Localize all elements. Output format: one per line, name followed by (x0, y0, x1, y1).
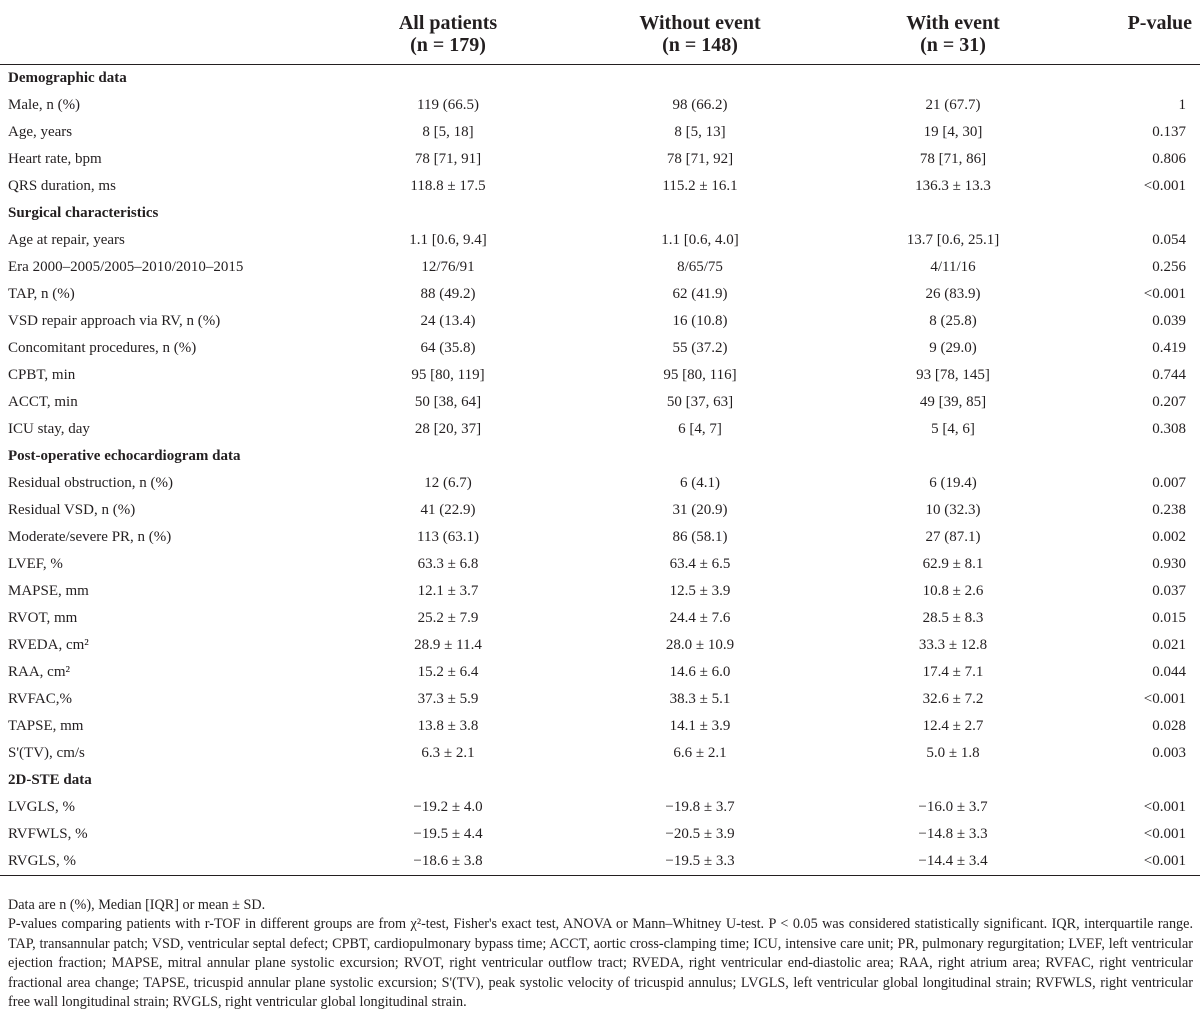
section-empty-cell (1080, 200, 1200, 227)
header-with-event-title: With event (906, 12, 1000, 34)
with-event-cell: 21 (67.7) (925, 96, 981, 113)
row-label: MAPSE, mm (8, 582, 89, 599)
row-label: Heart rate, bpm (8, 150, 102, 167)
without-event-cell: 6 (4.1) (680, 474, 720, 491)
with-event-cell: 17.4 ± 7.1 (922, 663, 984, 680)
row-label: Male, n (%) (8, 96, 81, 113)
all-patients-cell: 15.2 ± 6.4 (417, 663, 479, 680)
p-value-cell: 0.806 (1152, 150, 1186, 167)
all-patients-cell: 28.9 ± 11.4 (414, 636, 482, 653)
row-label: S'(TV), cm/s (8, 744, 85, 761)
header-p-value: P-value (1080, 0, 1200, 64)
without-event-cell: 50 [37, 63] (666, 393, 734, 410)
without-event-cell: 14.1 ± 3.9 (669, 717, 731, 734)
table-row (0, 92, 1200, 119)
row-label: RVFWLS, % (8, 825, 88, 842)
without-event-cell: 78 [71, 92] (666, 150, 734, 167)
p-value-cell: 0.044 (1152, 663, 1186, 680)
without-event-cell: 8/65/75 (677, 258, 723, 275)
table-row (0, 848, 1200, 876)
all-patients-cell: 95 [80, 119] (411, 366, 485, 383)
table-body (0, 64, 1200, 875)
table-row (0, 362, 1200, 389)
row-label: Residual VSD, n (%) (8, 501, 136, 518)
with-event-cell: 10.8 ± 2.6 (922, 582, 984, 599)
all-patients-cell: 24 (13.4) (420, 312, 476, 329)
without-event-cell: −19.5 ± 3.3 (574, 848, 826, 876)
without-event-cell: 63.4 ± 6.5 (669, 555, 731, 572)
p-value-cell: <0.001 (1080, 848, 1200, 876)
p-value-cell: 0.930 (1152, 555, 1186, 572)
header-all-patients-title: All patients (398, 12, 498, 34)
all-patients-cell: 63.3 ± 6.8 (417, 555, 479, 572)
p-value-cell: 0.007 (1152, 474, 1186, 491)
without-event-cell: 8 [5, 13] (674, 123, 726, 140)
all-patients-cell: −19.5 ± 4.4 (413, 825, 483, 842)
all-patients-cell: 25.2 ± 7.9 (417, 609, 479, 626)
without-event-cell: −20.5 ± 3.9 (665, 825, 735, 842)
table-row (0, 254, 1200, 281)
p-value-cell: 0.308 (1152, 420, 1186, 437)
p-value-cell: 0.419 (1152, 339, 1186, 356)
all-patients-cell: 37.3 ± 5.9 (417, 690, 479, 707)
table-row (0, 794, 1200, 821)
row-label: QRS duration, ms (8, 177, 116, 194)
row-label: RAA, cm² (8, 663, 70, 680)
with-event-cell: 8 (25.8) (929, 312, 977, 329)
row-label: RVEDA, cm² (8, 636, 89, 653)
section-empty-cell (574, 443, 826, 470)
header-all-patients-n: (n = 179) (410, 34, 486, 56)
section-header-row (0, 443, 1200, 470)
row-label: Era 2000–2005/2005–2010/2010–2015 (8, 258, 244, 275)
header-without-event-n: (n = 148) (662, 34, 738, 56)
without-event-cell: 12.5 ± 3.9 (669, 582, 731, 599)
all-patients-cell: 8 [5, 18] (422, 123, 474, 140)
section-empty-cell (1080, 767, 1200, 794)
without-event-cell: 38.3 ± 5.1 (669, 690, 731, 707)
section-title: 2D-STE data (8, 771, 92, 788)
row-label: TAPSE, mm (8, 717, 84, 734)
p-value-cell: <0.001 (1143, 177, 1186, 194)
all-patients-cell: −18.6 ± 3.8 (322, 848, 574, 876)
section-empty-cell (322, 443, 574, 470)
section-empty-cell (1080, 443, 1200, 470)
all-patients-cell: 41 (22.9) (420, 501, 476, 518)
p-value-cell: 0.028 (1152, 717, 1186, 734)
section-empty-cell (322, 200, 574, 227)
table-row (0, 308, 1200, 335)
without-event-cell: 86 (58.1) (672, 528, 728, 545)
all-patients-cell: −19.2 ± 4.0 (413, 798, 483, 815)
row-label: Concomitant procedures, n (%) (8, 339, 197, 356)
table-row (0, 713, 1200, 740)
with-event-cell: 19 [4, 30] (923, 123, 983, 140)
p-value-cell: 0.744 (1152, 366, 1186, 383)
without-event-cell: 6 [4, 7] (678, 420, 722, 437)
all-patients-cell: 12/76/91 (421, 258, 475, 275)
table-row (0, 686, 1200, 713)
with-event-cell: 9 (29.0) (929, 339, 977, 356)
section-empty-cell (322, 64, 574, 92)
section-header-row (0, 767, 1200, 794)
p-value-cell: 0.037 (1152, 582, 1186, 599)
table-row (0, 119, 1200, 146)
without-event-cell: 1.1 [0.6, 4.0] (661, 231, 739, 248)
without-event-cell: 14.6 ± 6.0 (669, 663, 731, 680)
section-title: Demographic data (8, 69, 127, 86)
header-without-event-title: Without event (639, 12, 761, 34)
all-patients-cell: 88 (49.2) (420, 285, 476, 302)
header-label-column (0, 0, 322, 64)
table-row (0, 632, 1200, 659)
with-event-cell: 12.4 ± 2.7 (922, 717, 984, 734)
section-empty-cell (826, 200, 1080, 227)
without-event-cell: 31 (20.9) (672, 501, 728, 518)
all-patients-cell: 119 (66.5) (417, 96, 479, 113)
section-empty-cell (574, 200, 826, 227)
table-row (0, 416, 1200, 443)
all-patients-cell: 13.8 ± 3.8 (417, 717, 479, 734)
row-label: Moderate/severe PR, n (%) (8, 528, 172, 545)
table-row (0, 389, 1200, 416)
p-value-cell: 0.238 (1152, 501, 1186, 518)
table-row (0, 173, 1200, 200)
table-row (0, 524, 1200, 551)
without-event-cell: 16 (10.8) (672, 312, 728, 329)
with-event-cell: 5 [4, 6] (931, 420, 975, 437)
section-empty-cell (826, 64, 1080, 92)
p-value-cell: <0.001 (1143, 690, 1186, 707)
with-event-cell: 136.3 ± 13.3 (915, 177, 991, 194)
row-label: Age at repair, years (8, 231, 125, 248)
all-patients-cell: 1.1 [0.6, 9.4] (409, 231, 487, 248)
all-patients-cell: 118.8 ± 17.5 (410, 177, 486, 194)
section-empty-cell (322, 767, 574, 794)
table-row (0, 578, 1200, 605)
with-event-cell: 5.0 ± 1.8 (926, 744, 980, 761)
section-empty-cell (1080, 64, 1200, 92)
without-event-cell: 24.4 ± 7.6 (669, 609, 731, 626)
with-event-cell: 32.6 ± 7.2 (922, 690, 984, 707)
table-row (0, 497, 1200, 524)
without-event-cell: 95 [80, 116] (663, 366, 737, 383)
row-label: ICU stay, day (8, 420, 90, 437)
header-without-event (574, 0, 826, 64)
table-footnotes (8, 896, 1193, 1012)
section-empty-cell (826, 443, 1080, 470)
with-event-cell: 13.7 [0.6, 25.1] (906, 231, 1000, 248)
with-event-cell: 49 [39, 85] (919, 393, 987, 410)
all-patients-cell: 78 [71, 91] (414, 150, 482, 167)
footnote-abbreviations: P-values comparing patients with r-TOF in different groups are from χ²-test, Fisher's exact test, ANOVA or Mann–Whitney U-test. P < 0.05 was considered statistically significant. IQR, interquartile range. TAP, transannular patch; VSD, ventricular septal defect; CPBT, cardiopulmonary bypass time; ACCT, aortic cross-clamping time; ICU, intensive care unit; PR, pulmonary regurgitation; LVEF, left ventricular ejection fraction; MAPSE, mitral annular plane systolic excursion; RVOT, right ventricular outflow tract; RVEDA, right ventricular end-diastolic area; RAA, right atrium area; RVFAC, right ventricular fractional area change; TAPSE, tricuspid annular plane systolic excursion; S'(TV), peak systolic velocity of tricuspid annulus; LVGLS, left ventricular global longitudinal strain; RVFWLS, right ventricular free wall longitudinal strain; RVGLS, right ventricular global longitudinal strain. (8, 916, 1193, 1011)
table-row (0, 551, 1200, 578)
table-row (0, 227, 1200, 254)
p-value-cell: 0.039 (1152, 312, 1186, 329)
row-label: ACCT, min (8, 393, 78, 410)
all-patients-cell: 28 [20, 37] (414, 420, 482, 437)
p-value-cell: <0.001 (1143, 825, 1186, 842)
table-row (0, 659, 1200, 686)
p-value-cell: 0.137 (1152, 123, 1186, 140)
section-empty-cell (574, 64, 826, 92)
all-patients-cell: 113 (63.1) (417, 528, 479, 545)
all-patients-cell: 64 (35.8) (420, 339, 476, 356)
p-value-cell: 0.256 (1152, 258, 1186, 275)
without-event-cell: 62 (41.9) (672, 285, 728, 302)
all-patients-cell: 50 [38, 64] (414, 393, 482, 410)
with-event-cell: 33.3 ± 12.8 (918, 636, 988, 653)
header-with-event (826, 0, 1080, 64)
section-empty-cell (574, 767, 826, 794)
p-value-cell: <0.001 (1143, 285, 1186, 302)
with-event-cell: −14.4 ± 3.4 (826, 848, 1080, 876)
with-event-cell: −14.8 ± 3.3 (918, 825, 988, 842)
without-event-cell: 98 (66.2) (672, 96, 728, 113)
row-label: CPBT, min (8, 366, 76, 383)
row-label: RVOT, mm (8, 609, 78, 626)
footnote-data-format: Data are n (%), Median [IQR] or mean ± SD. (8, 897, 266, 913)
row-label: TAP, n (%) (8, 285, 75, 302)
all-patients-cell: 6.3 ± 2.1 (421, 744, 475, 761)
p-value-cell: 0.054 (1152, 231, 1186, 248)
p-value-cell: <0.001 (1143, 798, 1186, 815)
p-value-cell: 1 (1178, 96, 1186, 113)
without-event-cell: −19.8 ± 3.7 (665, 798, 735, 815)
section-title: Surgical characteristics (8, 204, 159, 221)
with-event-cell: 4/11/16 (930, 258, 976, 275)
row-label: LVGLS, % (8, 798, 75, 815)
without-event-cell: 55 (37.2) (672, 339, 728, 356)
with-event-cell: 6 (19.4) (929, 474, 977, 491)
section-empty-cell (826, 767, 1080, 794)
row-label: RVFAC,% (8, 690, 72, 707)
p-value-cell: 0.003 (1152, 744, 1186, 761)
row-label: Residual obstruction, n (%) (8, 474, 173, 491)
header-all-patients (322, 0, 574, 64)
with-event-cell: 93 [78, 145] (916, 366, 990, 383)
p-value-cell: 0.021 (1152, 636, 1186, 653)
row-label: VSD repair approach via RV, n (%) (8, 312, 221, 329)
table-row (0, 281, 1200, 308)
p-value-cell: 0.207 (1152, 393, 1186, 410)
all-patients-cell: 12 (6.7) (424, 474, 472, 491)
table-row (0, 605, 1200, 632)
without-event-cell: 6.6 ± 2.1 (673, 744, 727, 761)
table-row (0, 335, 1200, 362)
table-row (0, 470, 1200, 497)
with-event-cell: 27 (87.1) (925, 528, 981, 545)
row-label: RVGLS, % (0, 848, 322, 876)
with-event-cell: 62.9 ± 8.1 (922, 555, 984, 572)
with-event-cell: 26 (83.9) (925, 285, 981, 302)
header-with-event-n: (n = 31) (920, 34, 986, 56)
with-event-cell: −16.0 ± 3.7 (918, 798, 988, 815)
row-label: Age, years (8, 123, 73, 140)
p-value-cell: 0.002 (1152, 528, 1186, 545)
with-event-cell: 78 [71, 86] (919, 150, 987, 167)
with-event-cell: 10 (32.3) (925, 501, 981, 518)
table-row (0, 146, 1200, 173)
table-row (0, 821, 1200, 848)
with-event-cell: 28.5 ± 8.3 (922, 609, 984, 626)
without-event-cell: 115.2 ± 16.1 (662, 177, 738, 194)
all-patients-cell: 12.1 ± 3.7 (417, 582, 479, 599)
section-title: Post-operative echocardiogram data (8, 447, 241, 464)
table-row (0, 740, 1200, 767)
p-value-cell: 0.015 (1152, 609, 1186, 626)
row-label: LVEF, % (8, 555, 63, 572)
section-header-row (0, 200, 1200, 227)
table-header (0, 0, 1200, 64)
section-header-row (0, 64, 1200, 92)
without-event-cell: 28.0 ± 10.9 (665, 636, 735, 653)
